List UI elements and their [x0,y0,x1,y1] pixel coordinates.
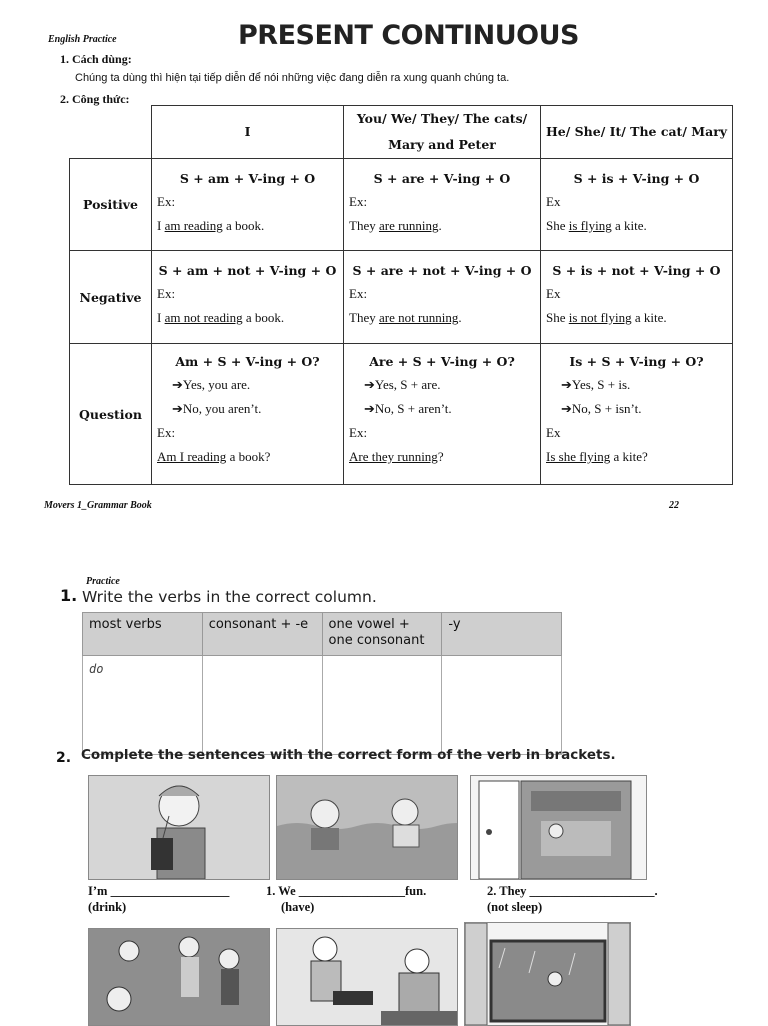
exercise-1-number: 1. [60,586,78,605]
example-entry: do [89,662,104,676]
children-dancing-illustration [89,929,269,1025]
formula: Is + S + V-ing + O? [569,354,704,369]
example-sentence: Is she flying a kite? [546,449,648,464]
bedroom-door-illustration [471,776,646,879]
verb-column-table [82,612,562,755]
item-sentence-1: 1. We _________________fun. [266,884,427,898]
ex-label: Ex [546,286,561,301]
picture-children-dancing [88,928,270,1026]
col-header-he-she-it: He/ She/ It/ The cat/ Mary [541,106,733,159]
col-header-you-we-they: You/ We/ They/ The cats/ Mary and Peter [344,106,541,159]
footer-book: Movers 1_Grammar Book [44,500,152,511]
formula-heading: 2. Công thức: [60,92,130,106]
item-hint-0: (drink) [88,900,127,914]
formula: S + is + not + V-ing + O [552,263,721,278]
usage-heading: 1. Cách dùng: [60,52,132,66]
ex-label: Ex: [157,194,176,209]
col-consonant-e: consonant + -e [202,613,322,656]
col-y: -y [442,613,562,656]
example-sentence: They are running. [349,218,442,233]
table-corner [70,106,152,159]
picture-rainy-window [464,922,631,1026]
ex-label: Ex [546,425,561,440]
ex-label: Ex [546,194,561,209]
item-sentence-2: 2. They ____________________. [487,884,658,898]
picture-two-boys [276,928,458,1026]
picture-girl-drinking [88,775,270,880]
formula: S + am + V-ing + O [179,171,316,186]
example-sentence: I am not reading a book. [157,310,285,325]
answer-cell-most-verbs[interactable] [83,656,203,755]
ex-label: Ex: [349,286,368,301]
item-sentence-0: I’m ___________________ [88,884,230,898]
picture-children-swimming [276,775,458,880]
yes-answer: ➔Yes, S + are. [364,377,441,392]
cell-positive-i [152,159,344,251]
no-answer: ➔No, you aren’t. [172,401,262,416]
example-sentence: Am I reading a book? [157,449,271,464]
cell-negative-she [541,251,733,344]
top-left-label: English Practice [48,34,117,45]
row-label-positive: Positive [70,159,152,251]
example-sentence: She is not flying a kite. [546,310,667,325]
col-one-vowel-one-consonant: one vowel + one consonant [322,613,442,656]
two-boys-illustration [277,929,457,1025]
example-sentence: I am reading a book. [157,218,265,233]
cell-positive-she [541,159,733,251]
formula: S + am + not + V-ing + O [158,263,337,278]
exercise-2-title: Complete the sentences with the correct form of the verb in brackets. [81,747,616,763]
example-sentence: Are they running? [349,449,444,464]
page-title: PRESENT CONTINUOUS [238,20,579,51]
example-sentence: She is flying a kite. [546,218,647,233]
practice-label: Practice [86,576,120,587]
exercise-2-number: 2. [56,750,72,766]
picture-bedroom-door [470,775,647,880]
usage-text: Chúng ta dùng thì hiện tại tiếp diễn để nói những việc đang diễn ra xung quanh chúng ta. [75,72,510,84]
row-label-question: Question [70,344,152,485]
row-label-negative: Negative [70,251,152,344]
answer-cell-y[interactable] [442,656,562,755]
cell-negative-i [152,251,344,344]
item-hint-1: (have) [281,900,315,914]
formula: Am + S + V-ing + O? [175,354,320,369]
cell-question-she [541,344,733,485]
cell-negative-they [344,251,541,344]
girl-drinking-illustration [89,776,269,879]
example-sentence: They are not running. [349,310,462,325]
answer-cell-vowel-consonant[interactable] [322,656,442,755]
formula: S + are + not + V-ing + O [352,263,532,278]
yes-answer: ➔Yes, you are. [172,377,251,392]
rainy-window-illustration [465,923,630,1025]
cell-positive-they [344,159,541,251]
formula: S + are + V-ing + O [373,171,511,186]
yes-answer: ➔Yes, S + is. [561,377,631,392]
answer-cell-consonant-e[interactable] [202,656,322,755]
ex-label: Ex: [349,194,368,209]
grammar-table [69,105,733,485]
col-header-i: I [152,106,344,159]
no-answer: ➔No, S + aren’t. [364,401,452,416]
item-hint-2: (not sleep) [487,900,543,914]
ex-label: Ex: [157,286,176,301]
formula: Are + S + V-ing + O? [369,354,515,369]
cell-question-i [152,344,344,485]
ex-label: Ex: [349,425,368,440]
children-swimming-illustration [277,776,457,879]
cell-question-they [344,344,541,485]
col-most-verbs: most verbs [83,613,203,656]
formula: S + is + V-ing + O [573,171,700,186]
no-answer: ➔No, S + isn’t. [561,401,642,416]
footer-page-number: 22 [669,500,679,511]
exercise-1-title: Write the verbs in the correct column. [82,588,377,606]
ex-label: Ex: [157,425,176,440]
